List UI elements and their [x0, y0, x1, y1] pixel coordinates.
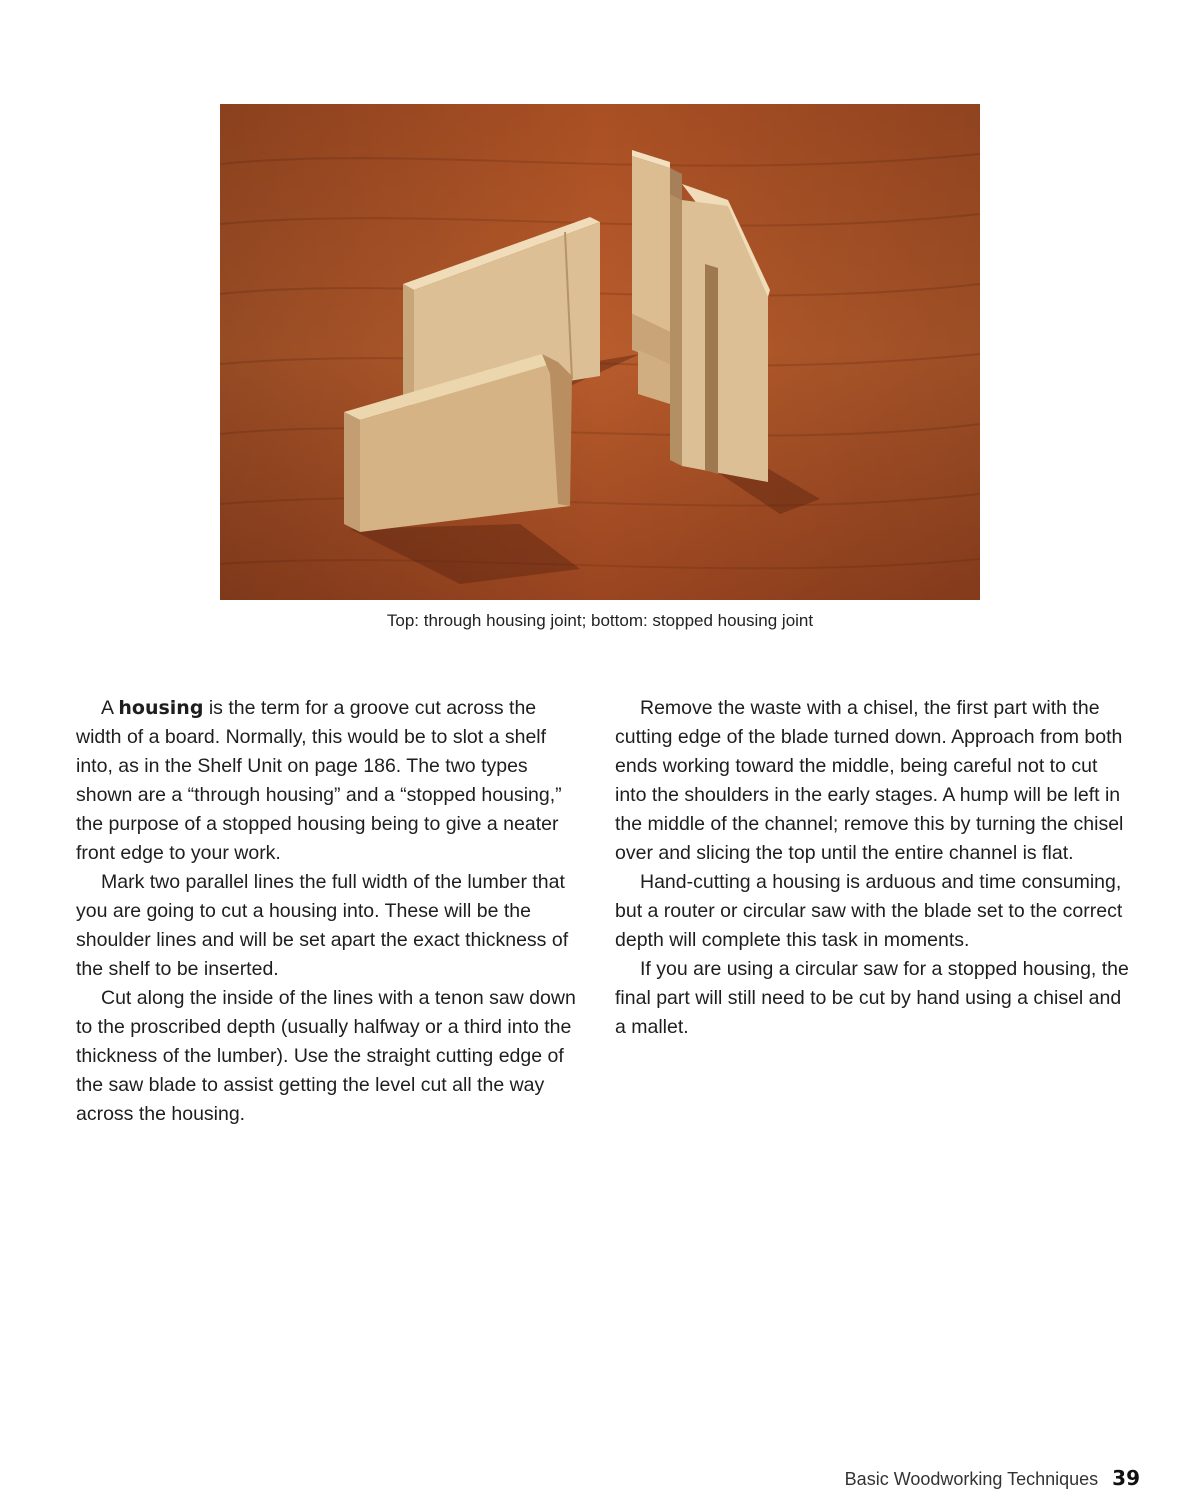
- right-column: [615, 694, 1130, 1042]
- photo-illustration: [220, 104, 980, 600]
- page-footer: [845, 1464, 1140, 1500]
- paragraph-marking: Mark two parallel lines the full width of the lumber that you are going to cut a housing into. These will be the shoulder lines and will be set apart the exact thickness of the shelf to be inserted.: [76, 871, 569, 980]
- housing-joints-photo: [220, 104, 980, 600]
- footer-section-title: Basic Woodworking Techniques: [844, 1469, 1099, 1489]
- paragraph-circular-saw: If you are using a circular saw for a stopped housing, the final part will still need to be cut by hand using a chisel and a mallet.: [615, 958, 1129, 1038]
- page-number: 39: [1112, 1466, 1140, 1490]
- term-housing: housing: [118, 697, 204, 719]
- paragraph-housing-definition: [76, 694, 581, 868]
- left-column: [76, 694, 581, 1129]
- definition-text: is the term for a groove cut across the width of a board. Normally, this would be to slot a shelf into, as in the Shelf Unit on page 186. The two types shown are a “through housing” and a “stopped housing,” the purpose of a stopped housing being to give a neater front edge to your work.: [76, 697, 562, 864]
- paragraph-chiseling: Remove the waste with a chisel, the first part with the cutting edge of the blade turned down. Approach from both ends working toward the middle, being careful not to cut into the shoulders in the early stages. A hump will be left in the middle of the channel; remove this by turning the chisel over and slicing the top until the entire channel is flat.: [615, 697, 1124, 864]
- definition-lead: A: [101, 697, 119, 719]
- figure-caption: Top: through housing joint; bottom: stopped housing joint: [386, 611, 814, 630]
- paragraph-power-tools: Hand-cutting a housing is arduous and time consuming, but a router or circular saw with the blade set to the correct depth will complete this task in moments.: [615, 871, 1123, 951]
- paragraph-sawing: Cut along the inside of the lines with a tenon saw down to the proscribed depth (usually halfway or a third into the thickness of the lumber). Use the straight cutting edge of the saw blade to assist getting the level cut all the way across the housing.: [76, 987, 576, 1125]
